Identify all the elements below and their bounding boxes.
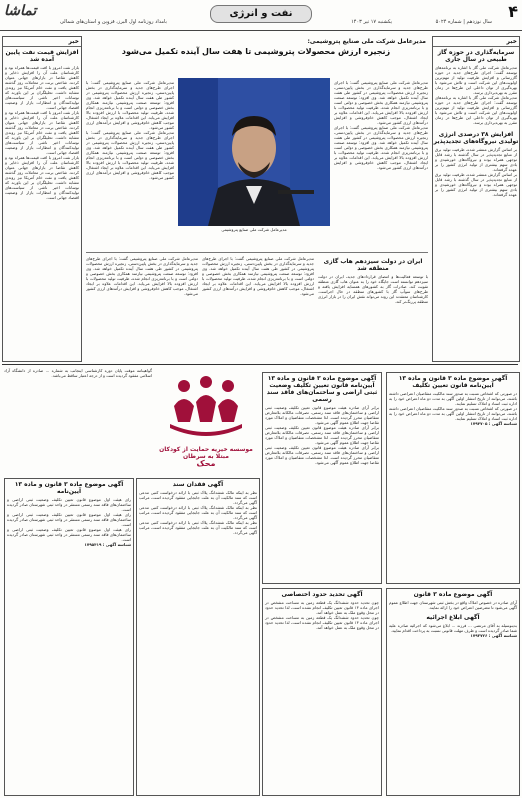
right-body-2: بر اساس گزارش منتشر شده، ظرفیت تولید برق از منابع تجدیدپذیر در سال گذشته با رشد قابل توجهی همراه بوده و نیروگاه‌های خورشیدی و بادی سهم بیشتری از تولید انرژی کشور را بر عهده گرفته‌اند. xyxy=(435,147,517,172)
main-story-header xyxy=(86,36,426,76)
notice-1-body-c: برابر آرای صادره هیئت موضوع قانون تعیین تکلیف وضعیت ثبتی اراضی و ساختمان‌های فاقد سند رسمی، تصرفات مالکانه بلامعارض متقاضیان محرز گردیده است. لذا مشخصات متقاضیان و املاک مورد تقاضا جهت اطلاع عموم آگهی می‌شود. xyxy=(265,445,379,465)
page-header xyxy=(0,0,522,31)
page-number: ۴ xyxy=(508,2,518,21)
second-story-headline: ایران در دولت سیزدهم هاب گازی منطقه شد xyxy=(323,258,423,272)
notice-1-body: برابر آرای صادره هیئت موضوع قانون تعیین تکلیف وضعیت ثبتی اراضی و ساختمان‌های فاقد سند رسمی، تصرفات مالکانه بلامعارض متقاضیان محرز گردیده است. لذا مشخصات متقاضیان و املاک مورد تقاضا جهت اطلاع عموم آگهی می‌شود. xyxy=(265,405,379,425)
notice-2-title: آگهی موضوع ماده ۳ قانون و ماده ۱۳ آیین‌نامه قانون تعیین تکلیف xyxy=(398,375,508,389)
notice-6-body: آرای صادره در خصوص املاک واقع در بخش ثبتی شهرستان جهت اطلاع عموم آگهی می‌شود تا معترضین اعتراض خود را ارائه نمایند. xyxy=(389,600,517,610)
left-column-headline: افزایش قیمت نفت پایین آمده شد xyxy=(5,49,79,63)
masthead-logo: تماشا xyxy=(4,3,37,19)
notice-3-body-b: رای هیئت اول موضوع قانون تعیین تکلیف وضعیت ثبتی اراضی و ساختمان‌های فاقد سند رسمی مستقر در واحد ثبتی شهرستان صادر گردیده است. xyxy=(7,512,131,527)
notice-2-code: شناسه آگهی : ۱۷۹۴۷۰۵ xyxy=(470,421,517,426)
left-column-body-cont2: بازار نفت امروز با افت قیمت‌ها همراه بود و کارشناسان علت آن را افزایش ذخایر و کاهش تقاضا در بازارهای جهانی عنوان کردند. شاخص برنت در معاملات روز گذشته کاهش یافت و نفت خام آمریکا نیز روندی مشابه داشت. تحلیلگران بر این باورند که نوسانات اخیر ناشی از سیاست‌های تولیدکنندگان و انتظارات بازار از وضعیت اقتصاد جهانی است. xyxy=(5,155,79,200)
second-story-body: با توسعه فعالیت‌ها و امضای قراردادهای جدید، ایران در دولت سیزدهم توانسته است جایگاه خود را به عنوان هاب گازی منطقه تقویت کند. صادرات گاز به کشورهای همسایه افزایش یافته و طرح‌های سوآپ گاز با کشورهای منطقه در حال اجراست. کارشناسان معتقدند این روند می‌تواند نقش ایران را در بازار انرژی منطقه پررنگ‌تر کند. xyxy=(318,274,428,304)
date-line: یکشنبه ۱۷ تیر ۱۴۰۳ xyxy=(351,19,392,25)
main-body-col-1: مدیرعامل شرکت ملی صنایع پتروشیمی گفت: با اجرای طرح‌های جدید و سرمایه‌گذاری در بخش پایین‌دستی، زنجیره ارزش محصولات پتروشیمی در کشور طی هفت سال آینده تکمیل خواهد شد. وی افزود: توسعه صنعت پتروشیمی نیازمند همکاری بخش خصوصی و دولتی است و با برنامه‌ریزی انجام شده، ظرفیت تولید محصولات با ارزش افزوده بالا افزایش می‌یابد. این اقدامات علاوه بر ایجاد اشتغال، موجب کاهش خام‌فروشی و افزایش درآمدهای ارزی کشور می‌شود. xyxy=(334,80,428,125)
main-body-col-1b: مدیرعامل شرکت ملی صنایع پتروشیمی گفت: با اجرای طرح‌های جدید و سرمایه‌گذاری در بخش پایین‌دستی، زنجیره ارزش محصولات پتروشیمی در کشور طی هفت سال آینده تکمیل خواهد شد. وی افزود: توسعه صنعت پتروشیمی نیازمند همکاری بخش خصوصی و دولتی است و با برنامه‌ریزی انجام شده، ظرفیت تولید محصولات با ارزش افزوده بالا افزایش می‌یابد. این اقدامات علاوه بر ایجاد اشتغال، موجب کاهش خام‌فروشی و افزایش درآمدهای ارزی کشور می‌شود. xyxy=(334,125,428,170)
notice-7-body: بدینوسیله به آقای مرتضی ... فرزند ... ابلاغ می‌شود که اجرائیه صادره علیه شما صادر گردیده است و ظرف مهلت قانونی نسبت به پرداخت اقدام نمایید. xyxy=(389,623,517,633)
main-body-col-2b: مدیرعامل شرکت ملی صنایع پتروشیمی گفت: با اجرای طرح‌های جدید و سرمایه‌گذاری در بخش پایین‌دستی، زنجیره ارزش محصولات پتروشیمی در کشور طی هفت سال آینده تکمیل خواهد شد. وی افزود: توسعه صنعت پتروشیمی نیازمند همکاری بخش خصوصی و دولتی است و با برنامه‌ریزی انجام شده، ظرفیت تولید محصولات با ارزش افزوده بالا افزایش می‌یابد. این اقدامات علاوه بر ایجاد اشتغال، موجب کاهش خام‌فروشی و افزایش درآمدهای ارزی کشور می‌شود. xyxy=(86,130,174,180)
right-news-column xyxy=(432,36,520,362)
left-column-body: بازار نفت امروز با افت قیمت‌ها همراه بود و کارشناسان علت آن را افزایش ذخایر و کاهش تقاضا در بازارهای جهانی عنوان کردند. شاخص برنت در معاملات روز گذشته کاهش یافت و نفت خام آمریکا نیز روندی مشابه داشت. تحلیلگران بر این باورند که نوسانات اخیر ناشی از سیاست‌های تولیدکنندگان و انتظارات بازار از وضعیت اقتصاد جهانی است. xyxy=(5,65,79,110)
notice-4-title: آگهی فقدان سند xyxy=(172,481,224,488)
right-body-1-cont: مدیرعامل شرکت ملی گاز با اشاره به برنامه‌های توسعه گفت: اجرای طرح‌های جدید در حوزه گازرسانی و افزایش ظرفیت تولید از مهم‌ترین اولویت‌های این شرکت است و تلاش می‌شود با بهره‌گیری از توان داخلی این طرح‌ها در زمان مقرر به بهره‌برداری برسد. xyxy=(435,95,517,125)
left-column-tag: خبر xyxy=(3,37,81,47)
right-column-tag: خبر xyxy=(433,37,519,47)
left-news-column xyxy=(2,36,82,362)
lower-col-2 xyxy=(202,256,314,360)
charity-name: محک xyxy=(196,459,216,468)
lost-certificate-body: گواهینامه موقت پایان دوره کارشناسی اینجانب به شماره ... صادره از دانشگاه آزاد اسلامی مفقود گردیده است و از درجه اعتبار ساقط می‌باشد. xyxy=(4,368,152,378)
right-body-2-cont: بر اساس گزارش منتشر شده، ظرفیت تولید برق از منابع تجدیدپذیر در سال گذشته با رشد قابل توجهی همراه بوده و نیروگاه‌های خورشیدی و بادی سهم بیشتری از تولید انرژی کشور را بر عهده گرفته‌اند. xyxy=(435,172,517,197)
left-column-body-cont: بازار نفت امروز با افت قیمت‌ها همراه بود و کارشناسان علت آن را افزایش ذخایر و کاهش تقاضا در بازارهای جهانی عنوان کردند. شاخص برنت در معاملات روز گذشته کاهش یافت و نفت خام آمریکا نیز روندی مشابه داشت. تحلیلگران بر این باورند که نوسانات اخیر ناشی از سیاست‌های تولیدکنندگان و انتظارات بازار از وضعیت اقتصاد جهانی است. xyxy=(5,110,79,155)
main-story-col-left xyxy=(86,80,174,250)
right-headline-2: افزایش ۳۸ درصدی انرژی تولیدی نیروگاه‌های تجدیدپذیر xyxy=(433,131,519,145)
notice-5-body-b: چون تحدید حدود ششدانگ یک قطعه زمین به مساحت مشخص در اجرای ماده ۱۳ قانون تعیین تکلیف انجام نشده است، لذا تحدید حدود در محل وقوع ملک به عمل خواهد آمد. xyxy=(265,615,379,630)
issue-line: سال نوزدهم | شماره ۵۰۲۴ xyxy=(435,19,492,25)
notice-7-code: شناسه آگهی : ۱۷۹۳۷۲۶ xyxy=(470,633,517,638)
lower-col-1 xyxy=(86,256,198,360)
notice-2 xyxy=(386,372,520,584)
notice-7-title: آگهی ابلاغ اجرائیه xyxy=(426,614,480,621)
main-kicker: مدیرعامل شرکت ملی صنایع پتروشیمی: xyxy=(307,38,426,45)
notice-3-title: آگهی موضوع ماده ۳ قانون و ماده ۱۳ آیین‌نامه xyxy=(14,481,124,495)
charity-ad xyxy=(156,372,256,472)
lost-certificate-notice xyxy=(4,368,152,468)
notice-3-body-c: رای هیئت اول موضوع قانون تعیین تکلیف وضعیت ثبتی اراضی و ساختمان‌های فاقد سند رسمی مستقر در واحد ثبتی شهرستان صادر گردیده است. xyxy=(7,527,131,542)
person-photo-icon xyxy=(178,78,330,226)
main-story-photo xyxy=(178,78,330,226)
lower-body-2: مدیرعامل شرکت ملی صنایع پتروشیمی گفت: با اجرای طرح‌های جدید و سرمایه‌گذاری در بخش پایین‌دستی، زنجیره ارزش محصولات پتروشیمی در کشور طی هفت سال آینده تکمیل خواهد شد. وی افزود: توسعه صنعت پتروشیمی نیازمند همکاری بخش خصوصی و دولتی است و با برنامه‌ریزی انجام شده، ظرفیت تولید محصولات با ارزش افزوده بالا افزایش می‌یابد. این اقدامات علاوه بر ایجاد اشتغال، موجب کاهش خام‌فروشی و افزایش درآمدهای ارزی کشور می‌شود. xyxy=(202,256,314,296)
notice-1-title: آگهی موضوع ماده ۳ قانون و ماده ۱۳ آیین‌نامه قانون تعیین تکلیف وضعیت ثبتی اراضی و ساختمان‌های فاقد سند رسمی xyxy=(266,375,378,403)
lower-body-1: مدیرعامل شرکت ملی صنایع پتروشیمی گفت: با اجرای طرح‌های جدید و سرمایه‌گذاری در بخش پایین‌دستی، زنجیره ارزش محصولات پتروشیمی در کشور طی هفت سال آینده تکمیل خواهد شد. وی افزود: توسعه صنعت پتروشیمی نیازمند همکاری بخش خصوصی و دولتی است و با برنامه‌ریزی انجام شده، ظرفیت تولید محصولات با ارزش افزوده بالا افزایش می‌یابد. این اقدامات علاوه بر ایجاد اشتغال، موجب کاهش خام‌فروشی و افزایش درآمدهای ارزی کشور می‌شود. xyxy=(86,256,198,296)
photo-caption xyxy=(178,227,330,237)
notice-4-body-c: نظر به اینکه مالک ششدانگ پلاک ثبتی با ارائه درخواست کتبی مدعی است که سند مالکیت آن به علت جابجایی مفقود گردیده است، مراتب آگهی می‌گردد. xyxy=(139,520,257,535)
notice-4-body-b: نظر به اینکه مالک ششدانگ پلاک ثبتی با ارائه درخواست کتبی مدعی است که سند مالکیت آن به علت جابجایی مفقود گردیده است، مراتب آگهی می‌گردد. xyxy=(139,505,257,520)
notice-1-body-b: برابر آرای صادره هیئت موضوع قانون تعیین تکلیف وضعیت ثبتی اراضی و ساختمان‌های فاقد سند رسمی، تصرفات مالکانه بلامعارض متقاضیان محرز گردیده است. لذا مشخصات متقاضیان و املاک مورد تقاضا جهت اطلاع عموم آگهی می‌شود. xyxy=(265,425,379,445)
caption-text: مدیرعامل شرکت ملی صنایع پتروشیمی xyxy=(221,227,287,232)
notice-3-code: شناسه آگهی : ۱۷۹۵۴۱۹ xyxy=(84,542,131,547)
notice-2-body-b: در صورتی که اشخاص نسبت به صدور سند مالکیت متقاضیان اعتراضی داشته باشند، می‌توانند از تاریخ انتشار اولین آگهی به مدت دو ماه اعتراض خود را به اداره ثبت اسناد و املاک تسلیم نمایند. xyxy=(389,406,517,421)
charity-title: موسسه خیریه حمایت از کودکان مبتلا به سرطان xyxy=(159,446,253,460)
charity-logo-icon xyxy=(156,372,256,442)
notice-2-body: در صورتی که اشخاص نسبت به صدور سند مالکیت متقاضیان اعتراضی داشته باشند، می‌توانند از تاریخ انتشار اولین آگهی به مدت دو ماه اعتراض خود را به اداره ثبت اسناد و املاک تسلیم نمایند. xyxy=(389,391,517,406)
right-headline-1: سرمایه‌گذاری در حوزه گاز طبیعی در سال جاری xyxy=(437,49,515,63)
notice-5-title: آگهی تحدید حدود اختصاصی xyxy=(281,591,363,598)
notice-1 xyxy=(262,372,382,584)
notice-3 xyxy=(4,478,134,796)
main-body-col-2: مدیرعامل شرکت ملی صنایع پتروشیمی گفت: با اجرای طرح‌های جدید و سرمایه‌گذاری در بخش پایین‌دستی، زنجیره ارزش محصولات پتروشیمی در کشور طی هفت سال آینده تکمیل خواهد شد. وی افزود: توسعه صنعت پتروشیمی نیازمند همکاری بخش خصوصی و دولتی است و با برنامه‌ریزی انجام شده، ظرفیت تولید محصولات با ارزش افزوده بالا افزایش می‌یابد. این اقدامات علاوه بر ایجاد اشتغال، موجب کاهش خام‌فروشی و افزایش درآمدهای ارزی کشور می‌شود. xyxy=(86,80,174,130)
notice-3-body: رای هیئت اول موضوع قانون تعیین تکلیف وضعیت ثبتی اراضی و ساختمان‌های فاقد سند رسمی مستقر در واحد ثبتی شهرستان صادر گردیده است. xyxy=(7,497,131,512)
tagline: بامداد روزنامه اول البرز، قزوین و استان‌های شمالی xyxy=(60,19,167,25)
notice-5 xyxy=(262,588,382,796)
right-body-1: مدیرعامل شرکت ملی گاز با اشاره به برنامه‌های توسعه گفت: اجرای طرح‌های جدید در حوزه گازرسانی و افزایش ظرفیت تولید از مهم‌ترین اولویت‌های این شرکت است و تلاش می‌شود با بهره‌گیری از توان داخلی این طرح‌ها در زمان مقرر به بهره‌برداری برسد. xyxy=(435,65,517,95)
section-title: نفت و انرژی xyxy=(210,5,312,23)
notice-4-body: نظر به اینکه مالک ششدانگ پلاک ثبتی با ارائه درخواست کتبی مدعی است که سند مالکیت آن به علت جابجایی مفقود گردیده است، مراتب آگهی می‌گردد. xyxy=(139,490,257,505)
main-story-col-right xyxy=(334,80,428,250)
second-story xyxy=(318,256,428,360)
notice-6-title: آگهی موضوع ماده ۳ قانون xyxy=(413,591,493,598)
notice-6 xyxy=(386,588,520,796)
notice-4 xyxy=(136,478,260,796)
main-headline: زنجیره ارزش محصولات پتروشیمی تا هفت سال آینده تکمیل می‌شود xyxy=(121,47,391,56)
notice-5-body: چون تحدید حدود ششدانگ یک قطعه زمین به مساحت مشخص در اجرای ماده ۱۳ قانون تعیین تکلیف انجام نشده است، لذا تحدید حدود در محل وقوع ملک به عمل خواهد آمد. xyxy=(265,600,379,615)
